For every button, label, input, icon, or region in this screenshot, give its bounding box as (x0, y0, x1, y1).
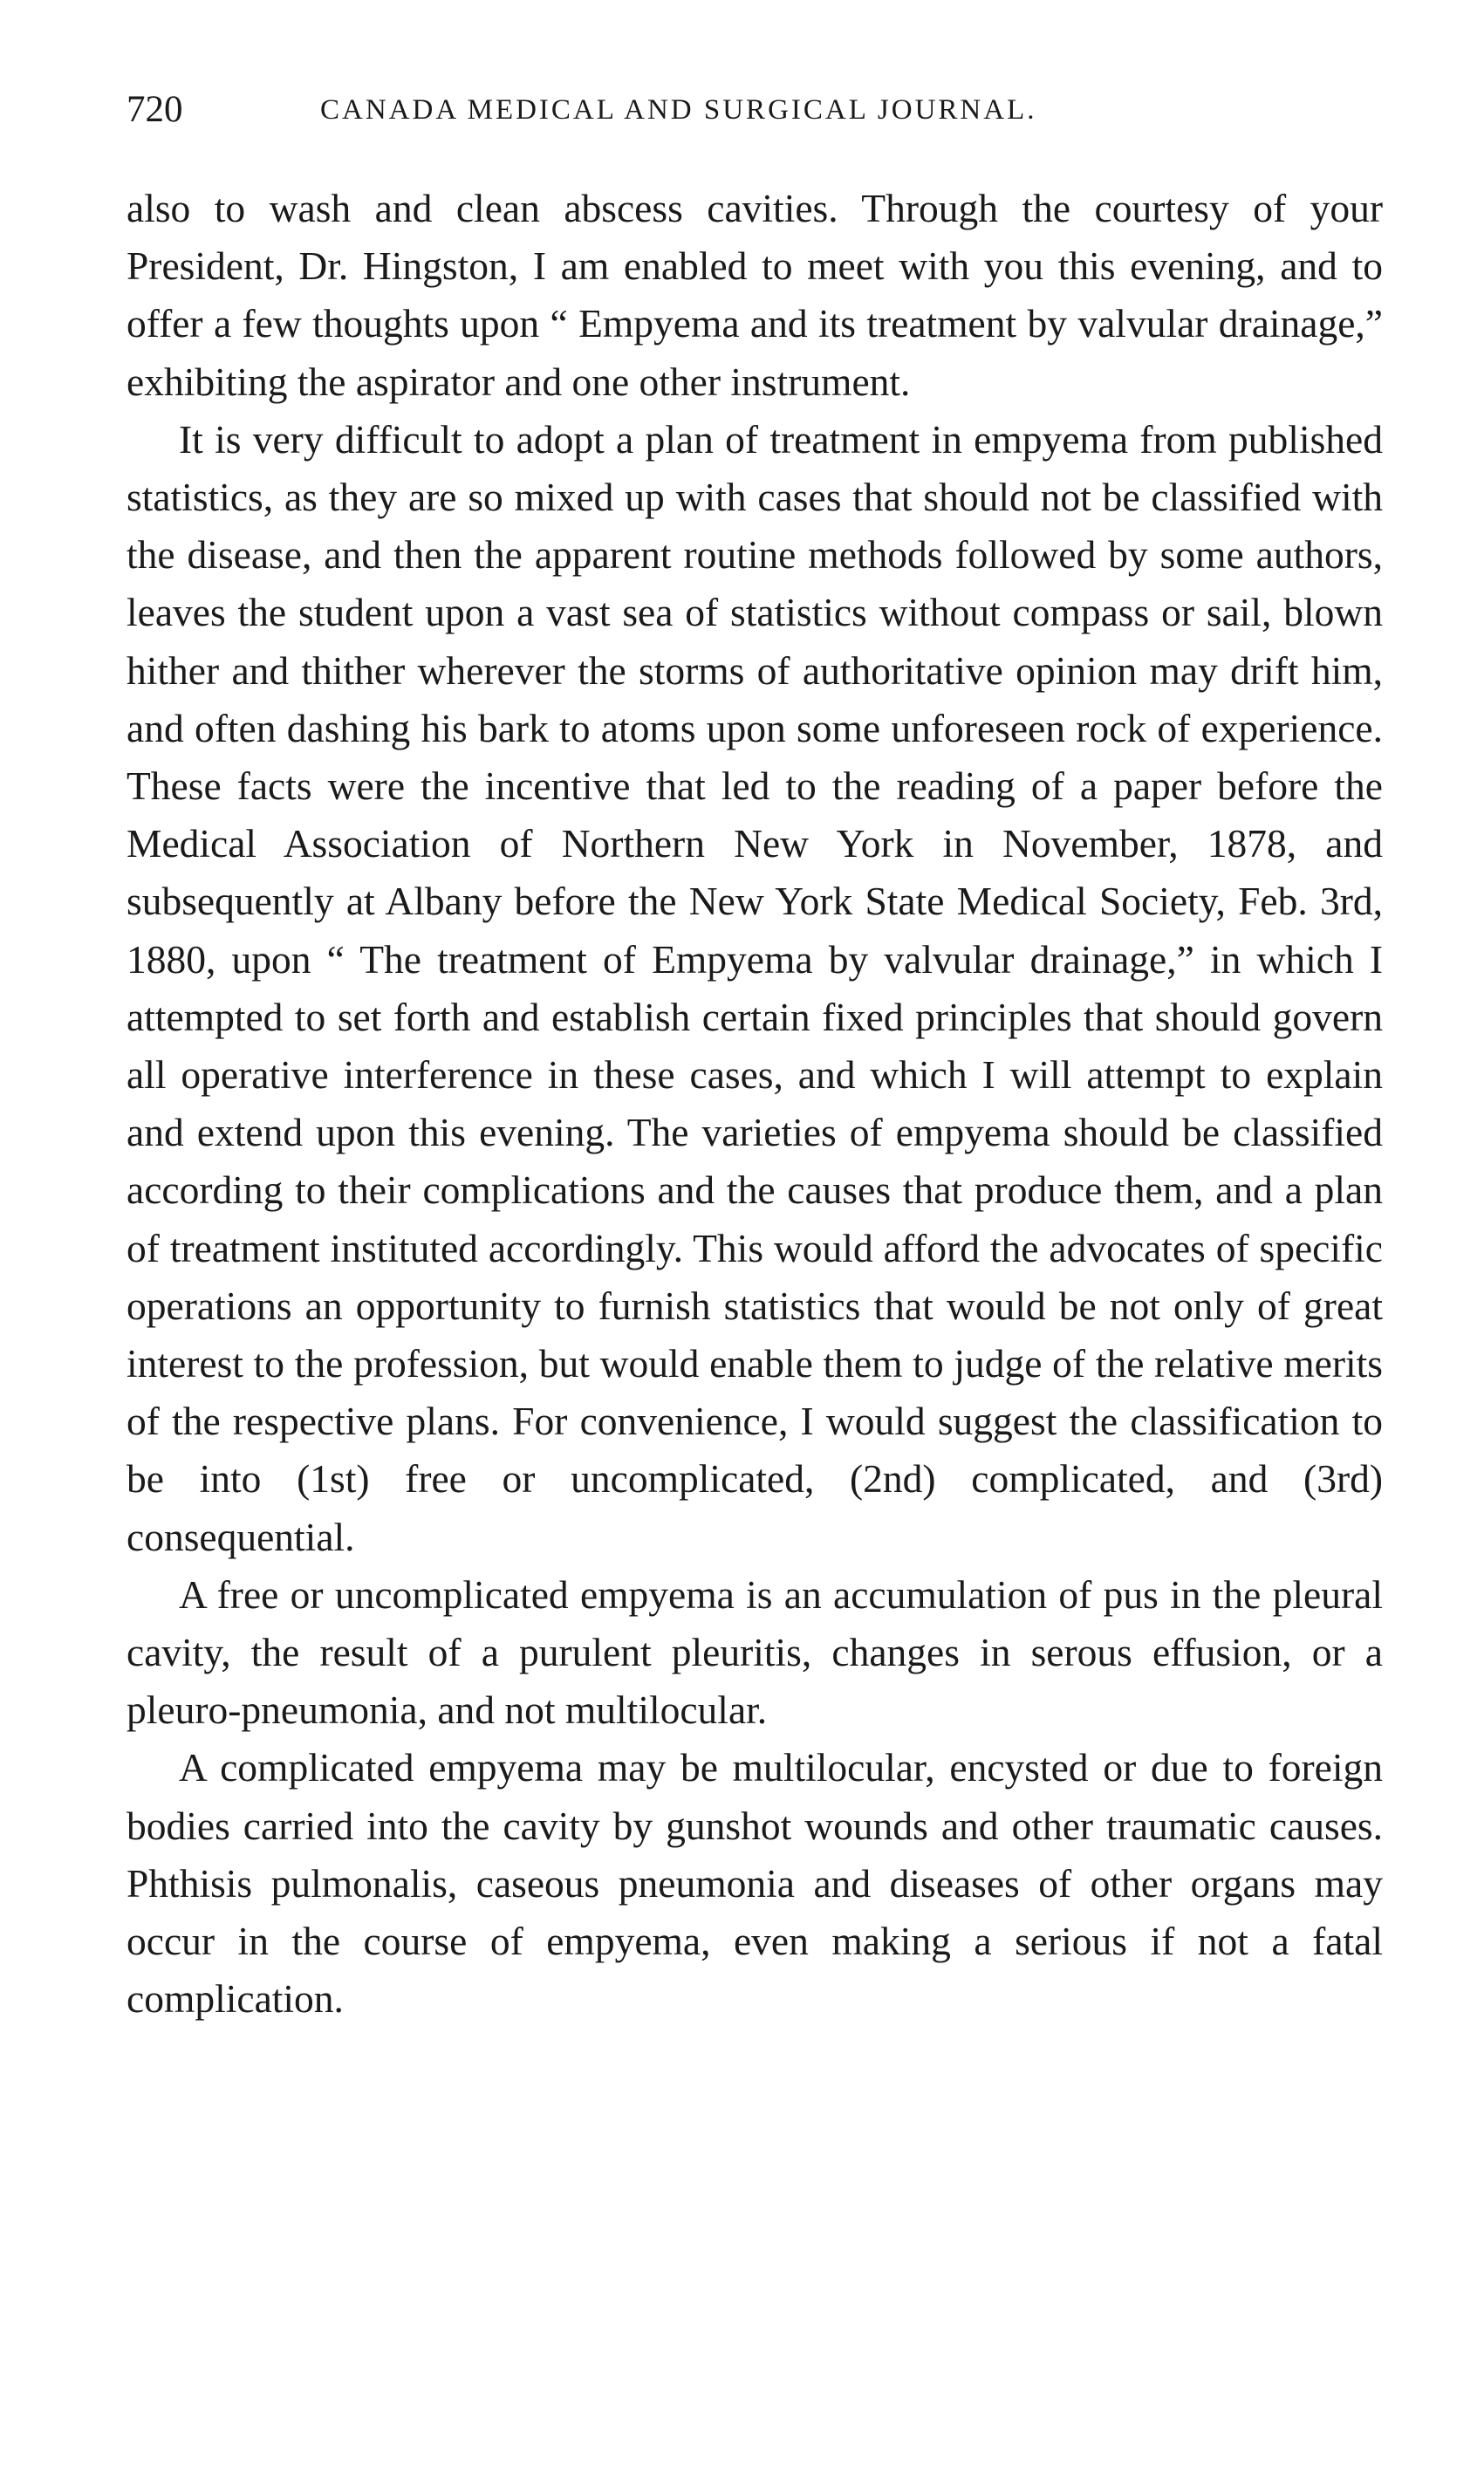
article-body (127, 180, 1383, 2029)
paragraph-continued: also to wash and clean abscess cavities. Through the courtesy of your President, Dr. Hingston, I am enabled to meet with you this evening, and to offer a few thoughts upon “ Empyema and its treatment by valvular drainage,” exhibiting the aspirator and one other instrument. (127, 186, 1383, 404)
paragraph-treatment-statistics: It is very difficult to adopt a plan of treatment in empyema from published statistics, as they are so mixed up with cases that should not be classified with the disease, and then the apparent routine methods followed by some authors, leaves the student upon a vast sea of statistics without compass or sail, blown hither and thither wherever the storms of authoritative opinion may drift him, and often dashing his bark to atoms upon some unforeseen rock of experience. These facts were the incentive that led to the reading of a paper before the Medical Association of Northern New York in November, 1878, and subsequently at Albany before the New York State Medical Society, Feb. 3rd, 1880, upon “ The treatment of Empyema by valvular drainage,” in which I attempted to set forth and establish certain fixed principles that should govern all operative interference in these cases, and which I will attempt to explain and extend upon this evening. The varieties of empyema should be classified according to their complications and the causes that produce them, and a plan of treatment instituted accordingly. This would afford the advocates of specific operations an opportunity to furnish statistics that would be not only of great interest to the profession, but would enable them to judge of the relative merits of the respective plans. For convenience, I would suggest the classification to be into (1st) free or uncomplicated, (2nd) complicated, and (3rd) consequential. (127, 416, 1383, 1559)
page-number: 720 (127, 89, 183, 130)
journal-title: CANADA MEDICAL AND SURGICAL JOURNAL. (320, 94, 1037, 126)
journal-page (127, 84, 1383, 2029)
paragraph-uncomplicated-empyema: A free or uncomplicated empyema is an accumulation of pus in the pleural cavity, the result of a purulent pleuritis, changes in serous effusion, or a pleuro-pneumonia, and not multilocular. (127, 1571, 1383, 1733)
running-head (127, 84, 1383, 136)
paragraph-complicated-empyema: A complicated empyema may be multilocular, encysted or due to foreign bodies carried into the cavity by gunshot wounds and other traumatic causes. Phthisis pulmonalis, caseous pneumonia and diseases of other organs may occur in the course of empyema, even making a serious if not a fatal complication. (127, 1745, 1383, 2022)
